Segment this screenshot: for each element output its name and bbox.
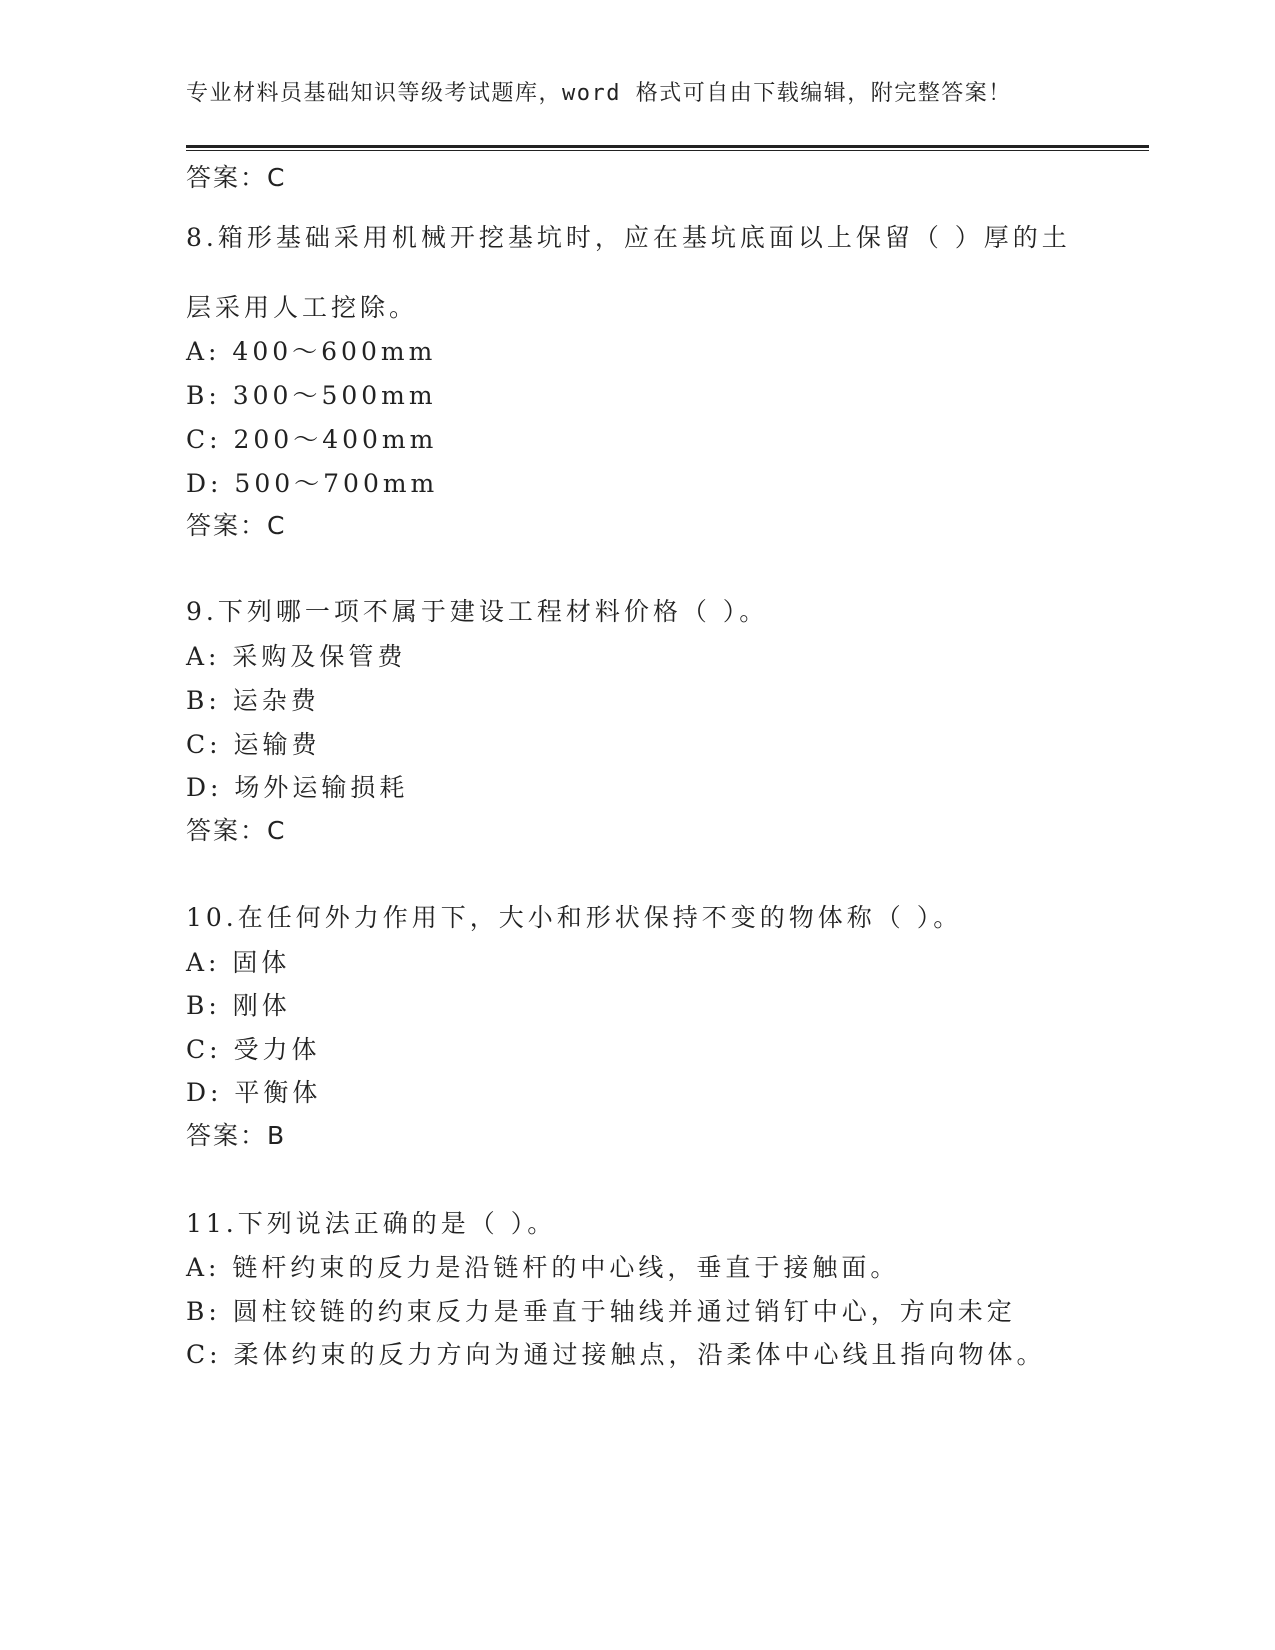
header-title: 专业材料员基础知识等级考试题库，word 格式可自由下载编辑，附完整答案！ [186,81,1012,106]
question-stem-line: 11.下列说法正确的是（ ）。 [186,1209,557,1238]
question-stem-line: 10.在任何外力作用下，大小和形状保持不变的物体称（ ）。 [186,903,963,932]
header-rule-thin [186,150,1149,151]
option-a: A: 采购及保管费 [186,642,407,671]
answer: 答案：B [186,1121,287,1150]
header-rule-thick [186,145,1149,148]
question-stem-line: 层采用人工挖除。 [186,293,419,322]
question-stem-line: 8.箱形基础采用机械开挖基坑时，应在基坑底面以上保留（ ）厚的土 [186,223,1071,252]
previous-answer: 答案：C [186,163,287,192]
option-c: C: 运输费 [186,730,321,759]
option-b: B: 刚体 [186,991,291,1020]
option-d: D: 平衡体 [186,1078,322,1107]
option-a: A: 链杆约束的反力是沿链杆的中心线，垂直于接触面。 [186,1253,900,1282]
answer: 答案：C [186,816,287,845]
option-a: A: 400～600mm [186,337,437,366]
option-d: D: 场外运输损耗 [186,773,409,802]
option-b: B: 300～500mm [186,381,437,410]
option-c: C: 受力体 [186,1035,321,1064]
option-c: C: 200～400mm [186,425,438,454]
answer: 答案：C [186,511,287,540]
question-stem-line: 9.下列哪一项不属于建设工程材料价格（ ）。 [186,597,769,626]
option-a: A: 固体 [186,948,291,977]
option-b: B: 运杂费 [186,686,320,715]
option-d: D: 500～700mm [186,469,439,498]
option-c: C: 柔体约束的反力方向为通过接触点，沿柔体中心线且指向物体。 [186,1340,1046,1369]
option-b: B: 圆柱铰链的约束反力是垂直于轴线并通过销钉中心，方向未定 [186,1297,1016,1326]
